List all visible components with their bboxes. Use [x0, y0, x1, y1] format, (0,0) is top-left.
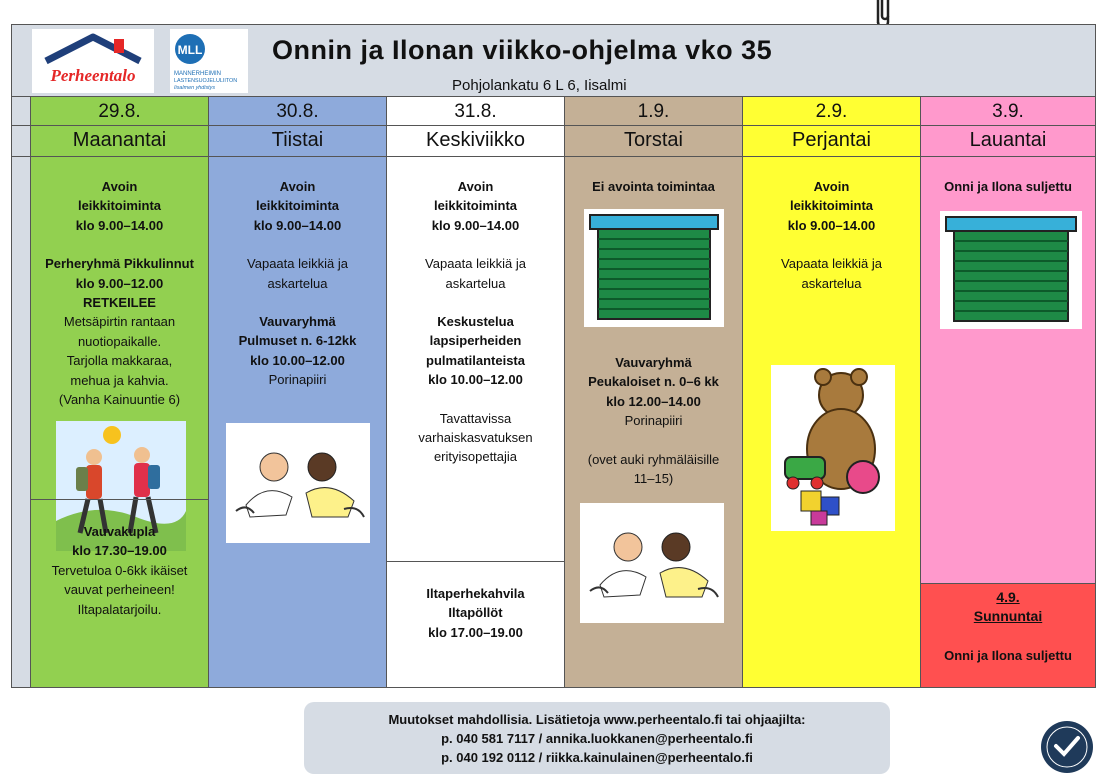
contact-footer — [304, 702, 890, 774]
teddy-bear-toys-illustration — [771, 365, 895, 531]
text-line: klo 10.00–12.00 — [428, 372, 523, 388]
text-line: klo 9.00–14.00 — [787, 217, 876, 233]
text-line: askartelua — [267, 275, 328, 291]
text-line: leikkitoiminta — [77, 198, 162, 214]
day-name: Maanantai — [72, 129, 167, 151]
text-line: Onni ja Ilona suljettu — [944, 179, 1072, 194]
address: Pohjolankatu 6 L 6, Iisalmi — [452, 77, 627, 94]
closed-shutter-icon — [940, 211, 1082, 329]
text-line: Iltaperhekahvila — [426, 586, 525, 601]
row-divider — [12, 125, 1095, 126]
svg-text:Iisalmen yhdistys: Iisalmen yhdistys — [174, 85, 216, 91]
day-column-thursday — [564, 97, 742, 687]
day-content — [387, 177, 564, 467]
text-line: Vauvakupla — [83, 524, 156, 539]
row-divider — [12, 156, 1095, 157]
day-column-monday — [30, 97, 208, 687]
day-date: 2.9. — [815, 101, 848, 122]
text-line: Porinapiiri — [268, 372, 327, 388]
text-line: mehua ja kahvia. — [70, 372, 169, 388]
text-line: klo 9.00–14.00 — [253, 217, 342, 233]
weekly-schedule-sheet — [11, 24, 1096, 688]
text-line: Vapaata leikkiä ja — [247, 256, 348, 272]
day-name: Perjantai — [792, 129, 871, 151]
text-line: leikkitoiminta — [789, 198, 874, 214]
text-line: (ovet auki ryhmäläisille — [587, 451, 720, 467]
day-date: 30.8. — [276, 101, 319, 122]
day-column-saturday — [920, 97, 1095, 687]
footer-line: p. 040 192 0112 / riikka.kainulainen@perheentalo.fi — [441, 750, 753, 765]
text-line: (Vanha Kainuuntie 6) — [58, 392, 181, 408]
text-line: nuotiopaikalle. — [77, 333, 162, 349]
text-line: Onni ja Ilona suljettu — [944, 647, 1072, 663]
text-line: klo 10.00–12.00 — [250, 352, 345, 368]
text-line: Perheryhmä Pikkulinnut — [45, 256, 194, 272]
evening-block-monday — [31, 499, 208, 687]
day-name: Lauantai — [969, 129, 1047, 151]
closed-shutter-icon — [584, 209, 724, 327]
day-column-tuesday — [208, 97, 386, 687]
text-line: Metsäpirtin rantaan — [63, 314, 176, 330]
svg-text:Perheentalo: Perheentalo — [50, 66, 136, 85]
text-line: Avoin — [279, 179, 316, 194]
day-column-wednesday — [386, 97, 564, 687]
day-content — [209, 177, 386, 390]
text-line: Vapaata leikkiä ja — [425, 256, 526, 272]
day-date: 29.8. — [98, 101, 141, 122]
text-line: Tervetuloa 0-6kk ikäiset — [51, 562, 188, 578]
text-line: erityisopettajia — [433, 449, 518, 465]
mll-logo — [170, 29, 248, 93]
text-line: pulmatilanteista — [426, 352, 525, 368]
text-line: Porinapiiri — [624, 413, 683, 429]
text-line: klo 9.00–14.00 — [75, 217, 164, 233]
text-line: askartelua — [801, 275, 862, 291]
svg-text:MANNERHEIMIN: MANNERHEIMIN — [174, 71, 222, 77]
day-content — [31, 177, 208, 409]
text-line: klo 9.00–12.00 — [75, 275, 164, 291]
text-line: Avoin — [101, 179, 138, 194]
day-date: 1.9. — [637, 101, 670, 122]
day-name: Torstai — [624, 129, 683, 151]
day-column-friday — [742, 97, 920, 687]
sunday-date: 4.9. — [996, 589, 1020, 605]
sunday-block — [921, 583, 1095, 687]
day-name: Tiistai — [271, 129, 324, 151]
day-content — [921, 177, 1095, 196]
text-line: 11–15) — [633, 471, 674, 487]
schedule-header — [12, 25, 1095, 97]
certification-badge-icon — [1040, 720, 1094, 774]
day-content — [743, 177, 920, 293]
text-line: Vapaata leikkiä ja — [781, 256, 882, 272]
text-line: Keskustelua — [437, 314, 514, 330]
text-line: vauvat perheineen! — [64, 582, 175, 598]
perheentalo-logo — [32, 29, 154, 93]
text-line: Avoin — [457, 179, 494, 194]
day-date: 3.9. — [992, 101, 1024, 122]
svg-text:LASTENSUOJELULIITON: LASTENSUOJELULIITON — [174, 78, 238, 84]
text-line: leikkitoiminta — [433, 198, 518, 214]
text-line: askartelua — [445, 275, 506, 291]
text-line: klo 12.00–14.00 — [606, 393, 701, 409]
day-date: 31.8. — [454, 101, 497, 122]
day-content-group — [565, 353, 742, 488]
babies-illustration — [226, 423, 370, 543]
text-line: leikkitoiminta — [255, 198, 340, 214]
svg-text:MLL: MLL — [177, 43, 203, 57]
footer-line: Muutokset mahdollisia. Lisätietoja www.perheentalo.fi tai ohjaajilta: — [388, 712, 806, 727]
page-title: Onnin ja Ilonan viikko-ohjelma vko 35 — [272, 35, 773, 65]
text-line: klo 9.00–14.00 — [431, 217, 520, 233]
text-line: RETKEILEE — [83, 295, 156, 311]
sunday-name: Sunnuntai — [973, 608, 1043, 625]
text-line: Tarjolla makkaraa, — [66, 353, 173, 369]
text-line: Iltapöllöt — [448, 605, 503, 621]
row-header-stub — [12, 97, 30, 687]
text-line: Pulmuset n. 6-12kk — [238, 333, 357, 349]
text-line: Iltapalatarjoilu. — [77, 601, 162, 617]
footer-line: p. 040 581 7117 / annika.luokkanen@perheentalo.fi — [441, 731, 753, 746]
house-roof-icon — [32, 29, 154, 93]
evening-block-wednesday — [387, 561, 564, 687]
babies-illustration — [580, 503, 724, 623]
text-line: lapsiperheiden — [429, 333, 522, 349]
text-line: Ei avointa toimintaa — [592, 179, 715, 194]
text-line: klo 17.00–19.00 — [428, 624, 523, 640]
text-line: Vauvaryhmä — [615, 355, 692, 370]
day-content — [565, 177, 742, 196]
text-line: klo 17.30–19.00 — [72, 543, 167, 559]
text-line: varhaiskasvatuksen — [418, 430, 533, 446]
text-line: Vauvaryhmä — [259, 314, 336, 330]
text-line: Tavattavissa — [439, 410, 512, 426]
text-line: Avoin — [813, 179, 850, 194]
day-name: Keskiviikko — [426, 129, 525, 151]
text-line: Peukaloiset n. 0–6 kk — [588, 374, 719, 390]
